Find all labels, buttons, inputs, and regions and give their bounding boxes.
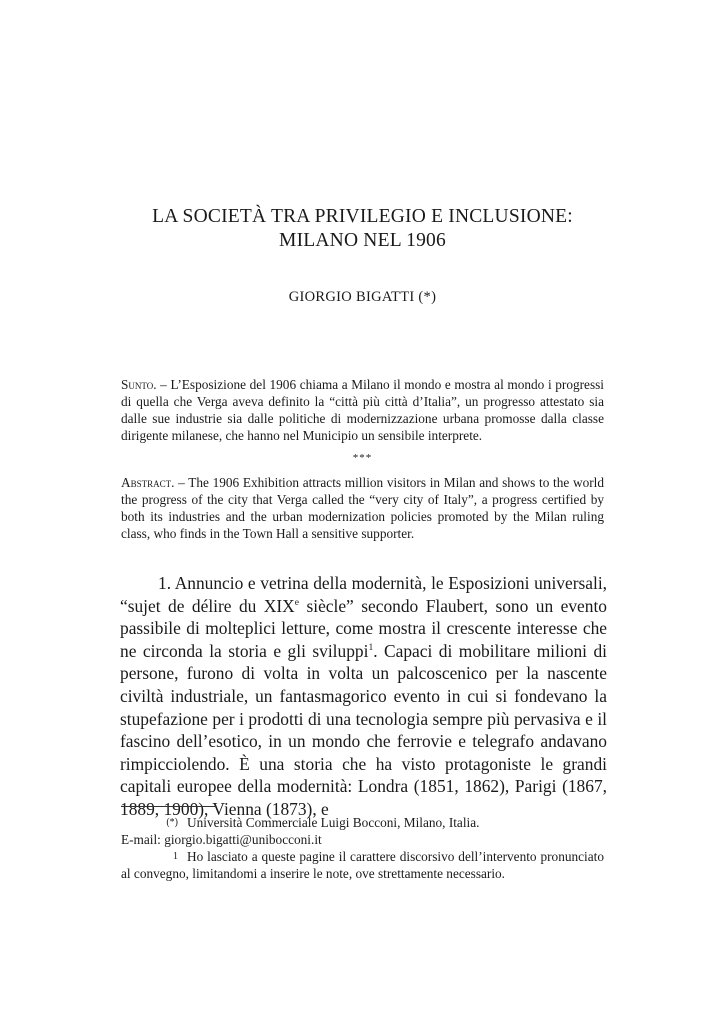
body-text — [120, 572, 607, 821]
footnote-star-mark: (*) — [166, 817, 178, 828]
footnote-affiliation — [121, 814, 604, 848]
footnote-1-mark: 1 — [173, 851, 178, 862]
footnote-1-text: Ho lasciato a queste pagine il carattere discorsivo dell’intervento pronunciato al convegno, limitandomi a inserire le note, ove strettamente necessario. — [121, 849, 604, 881]
title-line-1: LA SOCIETÀ TRA PRIVILEGIO E INCLUSIONE: — [152, 206, 573, 227]
article-title — [60, 205, 665, 253]
section-separator: *** — [352, 452, 373, 464]
author-name: GIORGIO BIGATTI (*) — [288, 289, 437, 305]
body-text-segment: 1. Annuncio e vetrina della modernità, le Esposizioni universali, “sujet de délire du XIX — [120, 573, 607, 616]
abstract-paragraph — [121, 474, 604, 542]
body-text-segment: siècle” secondo Flaubert, sono un evento passibile di molteplici letture, come mostra il crescente interesse che ne circonda la storia e gli sviluppi — [120, 595, 608, 661]
footnote-star-text: Università Commerciale Luigi Bocconi, Milano, Italia. — [187, 815, 480, 830]
abstract-label: Abstract. — [121, 475, 175, 490]
footnote-email: E-mail: giorgio.bigatti@unibocconi.it — [121, 832, 322, 847]
sunto-paragraph — [121, 376, 604, 444]
footnote-rule — [121, 806, 216, 807]
title-line-2: MILANO NEL 1906 — [279, 230, 446, 251]
footnote-ref-1: 1 — [368, 641, 374, 653]
body-paragraph-1 — [120, 572, 607, 821]
sunto-label: Sunto. — [121, 377, 157, 392]
footnote-1 — [121, 848, 604, 882]
sunto-text: – L’Esposizione del 1906 chiama a Milano il mondo e mostra al mondo i progressi di quella che Verga aveva definito la “città più città d’Italia”, un progresso attestato sia dalle sue industrie sia dalle politiche di modernizzazione urbana promosse dalla classe dirigente milanese, che hanno nel Municipio un sensibile interprete. — [121, 377, 604, 443]
abstract-text: – The 1906 Exhibition attracts million visitors in Milan and shows to the world the progress of the city that Verga called the “very city of Italy”, a progress certified by both its industries and the urban modernization policies promoted by the Milan ruling class, who finds in the Town Hall a sensitive supporter. — [121, 475, 604, 541]
superscript-e: e — [294, 596, 299, 608]
body-text-segment: . Capaci di mobilitare milioni di persone, furono di volta in volta un palcoscenico per la nascente civiltà industriale, un fantasmagorico evento in cui si fondevano la stupefazione per i prodotti di una tecnologia sempre più pervasiva e il fascino dell’esotico, in un mondo che ferrovie e telegrafo andavano rimpicciolendo. È una storia che ha visto protagoniste le grandi capitali europee della modernità: Londra (1851, 1862), Parigi (1867, 1889, 1900), Vienna (1873), e — [120, 640, 607, 819]
